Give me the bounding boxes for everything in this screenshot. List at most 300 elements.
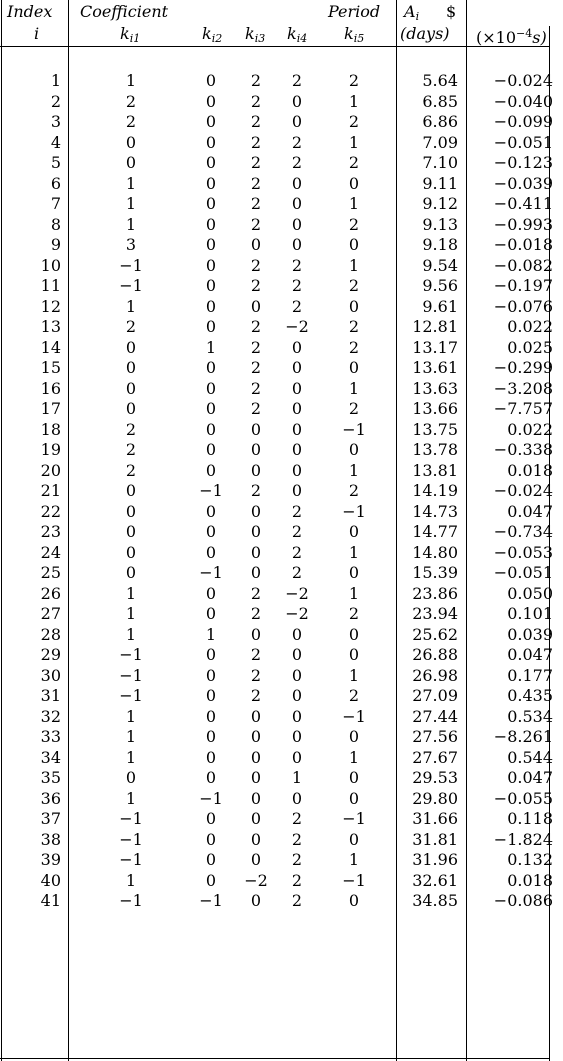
period-cell: 31.96 (412, 850, 458, 869)
amplitude-cell: −1.824 (493, 829, 553, 849)
header-coefficient: Coefficient (80, 2, 169, 21)
k4-cell: 0 (291, 788, 303, 808)
k1-cell: −1 (119, 665, 143, 685)
index-cell: 29 (40, 645, 61, 664)
header-ai: $A_i$ (404, 2, 420, 23)
k3-cell: 2 (250, 317, 262, 336)
k5-cell: 2 (348, 686, 360, 705)
period-cell: 13.61 (412, 358, 458, 377)
k2-cell: −1 (199, 788, 223, 808)
amplitude-cell: −0.734 (493, 522, 553, 541)
index-cell: 23 (40, 522, 61, 541)
period-cell: 9.56 (422, 276, 458, 295)
period-cell: 27.56 (412, 727, 458, 746)
k1-cell: 0 (125, 563, 137, 582)
k5-cell: 1 (348, 91, 360, 111)
amplitude-cell: −0.123 (493, 153, 553, 172)
k4-cell: 2 (291, 255, 303, 275)
index-cell: 20 (40, 460, 61, 480)
amplitude-cell: 0.544 (507, 747, 553, 767)
k5-cell: 1 (348, 255, 360, 275)
header-i: i (34, 24, 40, 43)
k3-cell: 0 (250, 563, 262, 582)
index-cell: 40 (40, 870, 61, 890)
k4-cell: 0 (291, 460, 303, 480)
period-cell: 23.94 (412, 604, 458, 623)
k5-cell: 2 (348, 276, 360, 295)
amplitude-cell: 0.039 (507, 624, 553, 644)
period-cell: 29.53 (412, 768, 458, 787)
k2-cell: 0 (205, 173, 217, 193)
k2-cell: 0 (205, 296, 217, 316)
k4-cell: −2 (285, 583, 309, 603)
k5-cell: 1 (348, 378, 360, 398)
k3-cell: 0 (250, 296, 262, 316)
index-cell: 21 (40, 481, 61, 500)
amplitude-cell: 0.534 (507, 706, 553, 726)
amplitude-cell: −7.757 (493, 399, 553, 418)
k3-cell: 2 (250, 71, 262, 90)
k1-cell: 1 (125, 624, 137, 644)
period-cell: 26.88 (412, 645, 458, 664)
index-cell: 17 (40, 399, 61, 418)
index-cell: 4 (50, 132, 61, 152)
period-cell: 12.81 (412, 317, 458, 336)
index-cell: 18 (40, 419, 61, 439)
k5-cell: 1 (348, 132, 360, 152)
bottom-rule (0, 1058, 550, 1059)
k2-cell: 0 (205, 132, 217, 152)
k4-cell: 0 (291, 194, 303, 213)
k2-cell: 0 (205, 276, 217, 295)
k5-cell: 0 (348, 768, 360, 787)
index-cell: 41 (40, 891, 61, 910)
k4-cell: 0 (291, 399, 303, 418)
k4-cell: 0 (291, 378, 303, 398)
k4-cell: 2 (291, 153, 303, 172)
period-cell: 31.81 (412, 829, 458, 849)
k4-cell: −2 (285, 317, 309, 336)
amplitude-cell: 0.118 (507, 809, 553, 828)
index-column-divider (68, 0, 69, 1061)
k1-cell: −1 (119, 891, 143, 910)
k5-cell: 0 (348, 645, 360, 664)
index-cell: 14 (40, 337, 61, 357)
k5-cell: 0 (348, 563, 360, 582)
header-days: (days) (400, 24, 450, 43)
period-cell: 13.63 (412, 378, 458, 398)
k1-cell: −1 (119, 255, 143, 275)
index-cell: 34 (40, 747, 61, 767)
k4-cell: 0 (291, 112, 303, 131)
period-cell: 13.75 (412, 419, 458, 439)
k3-cell: 2 (250, 665, 262, 685)
k1-cell: −1 (119, 276, 143, 295)
k2-cell: 0 (205, 71, 217, 90)
k4-cell: 0 (291, 727, 303, 746)
index-cell: 28 (40, 624, 61, 644)
amplitude-cell: −3.208 (493, 378, 553, 398)
k3-cell: 0 (250, 809, 262, 828)
index-cell: 27 (40, 604, 61, 623)
index-cell: 35 (40, 768, 61, 787)
k4-cell: −2 (285, 604, 309, 623)
k3-cell: 2 (250, 91, 262, 111)
index-cell: 9 (50, 235, 61, 254)
k5-cell: 1 (348, 460, 360, 480)
amplitude-cell: −0.299 (493, 358, 553, 377)
amplitude-cell: −0.099 (493, 112, 553, 131)
k3-cell: 0 (250, 850, 262, 869)
k2-cell: −1 (199, 563, 223, 582)
k1-cell: 1 (125, 604, 137, 623)
k2-cell: 0 (205, 604, 217, 623)
header-period: Period (328, 2, 381, 21)
k3-cell: 0 (250, 768, 262, 787)
k1-cell: 2 (125, 440, 137, 459)
amplitude-cell: −0.338 (493, 440, 553, 459)
amplitude-cell: 0.050 (507, 583, 553, 603)
k1-cell: 2 (125, 460, 137, 480)
k2-cell: 0 (205, 665, 217, 685)
k4-cell: 2 (291, 809, 303, 828)
amplitude-cell: 0.101 (507, 604, 553, 623)
index-cell: 3 (50, 112, 61, 131)
amplitude-cell: −0.086 (493, 891, 553, 910)
k4-cell: 2 (291, 891, 303, 910)
k1-cell: 1 (125, 583, 137, 603)
k5-cell: 0 (348, 727, 360, 746)
k5-cell: −1 (342, 870, 366, 890)
index-cell: 19 (40, 440, 61, 459)
k2-cell: 0 (205, 542, 217, 562)
k3-cell: 0 (250, 542, 262, 562)
k1-cell: 0 (125, 153, 137, 172)
amplitude-cell: 0.047 (507, 501, 553, 521)
amplitude-cell: 0.018 (507, 870, 553, 890)
k4-cell: 0 (291, 440, 303, 459)
k1-cell: 0 (125, 132, 137, 152)
k2-cell: 0 (205, 399, 217, 418)
k1-cell: 2 (125, 112, 137, 131)
k5-cell: −1 (342, 706, 366, 726)
period-cell: 29.80 (412, 788, 458, 808)
amplitude-cell: −0.055 (493, 788, 553, 808)
k2-cell: 0 (205, 440, 217, 459)
k3-cell: 2 (250, 112, 262, 131)
amplitude-cell: −0.076 (493, 296, 553, 316)
k3-cell: 2 (250, 604, 262, 623)
k5-cell: −1 (342, 501, 366, 521)
period-cell: 25.62 (412, 624, 458, 644)
k4-cell: 0 (291, 686, 303, 705)
left-border (1, 0, 2, 1061)
k2-cell: 0 (205, 358, 217, 377)
k5-cell: 0 (348, 235, 360, 254)
k1-cell: 1 (125, 706, 137, 726)
header-rule (0, 46, 550, 47)
k4-cell: 0 (291, 214, 303, 234)
amplitude-cell: −0.197 (493, 276, 553, 295)
k4-cell: 2 (291, 276, 303, 295)
k1-cell: 0 (125, 542, 137, 562)
index-cell: 12 (40, 296, 61, 316)
k2-cell: 0 (205, 214, 217, 234)
index-cell: 2 (50, 91, 61, 111)
index-cell: 25 (40, 563, 61, 582)
k3-cell: 2 (250, 378, 262, 398)
k2-cell: 0 (205, 850, 217, 869)
k1-cell: 0 (125, 481, 137, 500)
k3-cell: 0 (250, 891, 262, 910)
index-cell: 1 (50, 71, 61, 90)
k3-cell: 2 (250, 276, 262, 295)
k3-cell: 0 (250, 829, 262, 849)
k3-cell: 0 (250, 727, 262, 746)
index-cell: 10 (40, 255, 61, 275)
k1-cell: −1 (119, 809, 143, 828)
k5-cell: 2 (348, 71, 360, 90)
k4-cell: 0 (291, 665, 303, 685)
k3-cell: 2 (250, 645, 262, 664)
k1-cell: 0 (125, 501, 137, 521)
k2-cell: 0 (205, 501, 217, 521)
k5-cell: −1 (342, 809, 366, 828)
k4-cell: 0 (291, 91, 303, 111)
k3-cell: 2 (250, 153, 262, 172)
amplitude-cell: −0.024 (493, 481, 553, 500)
k3-cell: 2 (250, 173, 262, 193)
amplitude-cell: −0.040 (493, 91, 553, 111)
index-cell: 15 (40, 358, 61, 377)
amplitude-cell: 0.047 (507, 768, 553, 787)
k4-cell: 0 (291, 747, 303, 767)
k1-cell: 0 (125, 337, 137, 357)
k1-cell: 0 (125, 378, 137, 398)
period-cell: 9.12 (422, 194, 458, 213)
period-cell: 9.61 (422, 296, 458, 316)
k3-cell: 0 (250, 419, 262, 439)
period-cell: 13.78 (412, 440, 458, 459)
k3-cell: 0 (250, 501, 262, 521)
amplitude-cell: −0.051 (493, 563, 553, 582)
k2-cell: −1 (199, 481, 223, 500)
period-cell: 14.73 (412, 501, 458, 521)
index-cell: 31 (40, 686, 61, 705)
k4-cell: 0 (291, 337, 303, 357)
k3-cell: 2 (250, 132, 262, 152)
k1-cell: 0 (125, 522, 137, 541)
index-cell: 39 (40, 850, 61, 869)
amplitude-cell: 0.025 (507, 337, 553, 357)
k5-cell: 0 (348, 173, 360, 193)
header-k5: $k_{i5}$ (344, 24, 365, 45)
amplitude-cell: −0.024 (493, 71, 553, 90)
k5-cell: 0 (348, 829, 360, 849)
k4-cell: 2 (291, 296, 303, 316)
amplitude-cell: −0.993 (493, 214, 553, 234)
period-cell: 13.81 (412, 460, 458, 480)
k5-cell: 1 (348, 542, 360, 562)
k5-cell: 0 (348, 788, 360, 808)
period-cell: 31.66 (412, 809, 458, 828)
k5-cell: 2 (348, 214, 360, 234)
k2-cell: 0 (205, 235, 217, 254)
days-column-divider (466, 0, 467, 1061)
period-cell: 5.64 (422, 71, 458, 90)
k3-cell: 2 (250, 399, 262, 418)
k4-cell: 0 (291, 481, 303, 500)
k3-cell: 2 (250, 686, 262, 705)
header-unit: $(\times 10^{-4}s)$ (476, 27, 547, 47)
amplitude-cell: 0.047 (507, 645, 553, 664)
k1-cell: 1 (125, 173, 137, 193)
k4-cell: 0 (291, 645, 303, 664)
index-cell: 38 (40, 829, 61, 849)
k2-cell: 0 (205, 460, 217, 480)
k1-cell: 1 (125, 71, 137, 90)
header-k1: $k_{i1}$ (120, 24, 141, 45)
k5-cell: 2 (348, 112, 360, 131)
header-dollar: $ (446, 2, 457, 21)
k3-cell: 0 (250, 440, 262, 459)
amplitude-cell: −0.039 (493, 173, 553, 193)
k4-cell: 2 (291, 542, 303, 562)
k3-cell: 0 (250, 706, 262, 726)
k1-cell: 1 (125, 214, 137, 234)
k2-cell: 0 (205, 706, 217, 726)
index-cell: 8 (50, 214, 61, 234)
k2-cell: 0 (205, 91, 217, 111)
k2-cell: 0 (205, 747, 217, 767)
k3-cell: 2 (250, 481, 262, 500)
k2-cell: 0 (205, 378, 217, 398)
header-index: Index (7, 2, 53, 21)
k2-cell: 0 (205, 112, 217, 131)
k2-cell: 1 (205, 337, 217, 357)
k2-cell: 0 (205, 194, 217, 213)
k5-cell: 2 (348, 399, 360, 418)
k1-cell: −1 (119, 829, 143, 849)
k5-cell: 2 (348, 153, 360, 172)
k4-cell: 2 (291, 522, 303, 541)
k2-cell: −1 (199, 891, 223, 910)
k5-cell: 1 (348, 850, 360, 869)
index-cell: 30 (40, 665, 61, 685)
k5-cell: 0 (348, 891, 360, 910)
index-cell: 36 (40, 788, 61, 808)
k4-cell: 0 (291, 419, 303, 439)
k5-cell: −1 (342, 419, 366, 439)
period-cell: 34.85 (412, 891, 458, 910)
k1-cell: 1 (125, 747, 137, 767)
k1-cell: −1 (119, 850, 143, 869)
k1-cell: 2 (125, 419, 137, 439)
k1-cell: 0 (125, 768, 137, 787)
amplitude-cell: 0.022 (507, 317, 553, 336)
k4-cell: 2 (291, 870, 303, 890)
k5-cell: 0 (348, 624, 360, 644)
amplitude-cell: −0.051 (493, 132, 553, 152)
k3-cell: 0 (250, 788, 262, 808)
k1-cell: 1 (125, 788, 137, 808)
k1-cell: −1 (119, 645, 143, 664)
period-cell: 7.09 (422, 132, 458, 152)
k2-cell: 0 (205, 255, 217, 275)
period-cell: 13.17 (412, 337, 458, 357)
k4-cell: 2 (291, 829, 303, 849)
k1-cell: −1 (119, 686, 143, 705)
k5-cell: 2 (348, 481, 360, 500)
k1-cell: 1 (125, 296, 137, 316)
period-cell: 6.85 (422, 91, 458, 111)
k5-cell: 0 (348, 296, 360, 316)
period-cell: 27.09 (412, 686, 458, 705)
k4-cell: 2 (291, 71, 303, 90)
k5-cell: 1 (348, 194, 360, 213)
k4-cell: 2 (291, 501, 303, 521)
index-cell: 22 (40, 501, 61, 521)
period-cell: 27.44 (412, 706, 458, 726)
k3-cell: 0 (250, 522, 262, 541)
k4-cell: 2 (291, 563, 303, 582)
amplitude-cell: 0.177 (507, 665, 553, 685)
index-cell: 33 (40, 727, 61, 746)
k4-cell: 0 (291, 624, 303, 644)
period-cell: 9.11 (422, 173, 458, 193)
index-cell: 16 (40, 378, 61, 398)
k1-cell: 0 (125, 399, 137, 418)
amplitude-cell: −0.082 (493, 255, 553, 275)
k4-cell: 0 (291, 358, 303, 377)
period-cell: 9.13 (422, 214, 458, 234)
k5-cell: 2 (348, 604, 360, 623)
k2-cell: 0 (205, 768, 217, 787)
header-k2: $k_{i2}$ (202, 24, 223, 45)
period-cell: 14.19 (412, 481, 458, 500)
period-cell: 14.77 (412, 522, 458, 541)
amplitude-cell: 0.435 (507, 686, 553, 705)
period-cell: 13.66 (412, 399, 458, 418)
k5-cell: 0 (348, 440, 360, 459)
amplitude-cell: 0.132 (507, 850, 553, 869)
period-cell: 26.98 (412, 665, 458, 685)
header-k4: $k_{i4}$ (287, 24, 308, 45)
period-cell: 32.61 (412, 870, 458, 890)
k2-cell: 0 (205, 870, 217, 890)
k2-cell: 0 (205, 419, 217, 439)
k3-cell: −2 (244, 870, 268, 890)
period-cell: 23.86 (412, 583, 458, 603)
index-cell: 11 (40, 276, 61, 295)
period-column-divider (396, 0, 397, 1061)
header-k3: $k_{i3}$ (245, 24, 266, 45)
k3-cell: 0 (250, 235, 262, 254)
k1-cell: 3 (125, 235, 137, 254)
index-cell: 7 (50, 194, 61, 213)
period-cell: 7.10 (422, 153, 458, 172)
index-cell: 24 (40, 542, 61, 562)
k5-cell: 2 (348, 337, 360, 357)
amplitude-cell: −0.053 (493, 542, 553, 562)
k2-cell: 0 (205, 809, 217, 828)
index-cell: 32 (40, 706, 61, 726)
k2-cell: 0 (205, 686, 217, 705)
k4-cell: 0 (291, 173, 303, 193)
k4-cell: 1 (291, 768, 303, 787)
k1-cell: 1 (125, 870, 137, 890)
index-cell: 13 (40, 317, 61, 336)
